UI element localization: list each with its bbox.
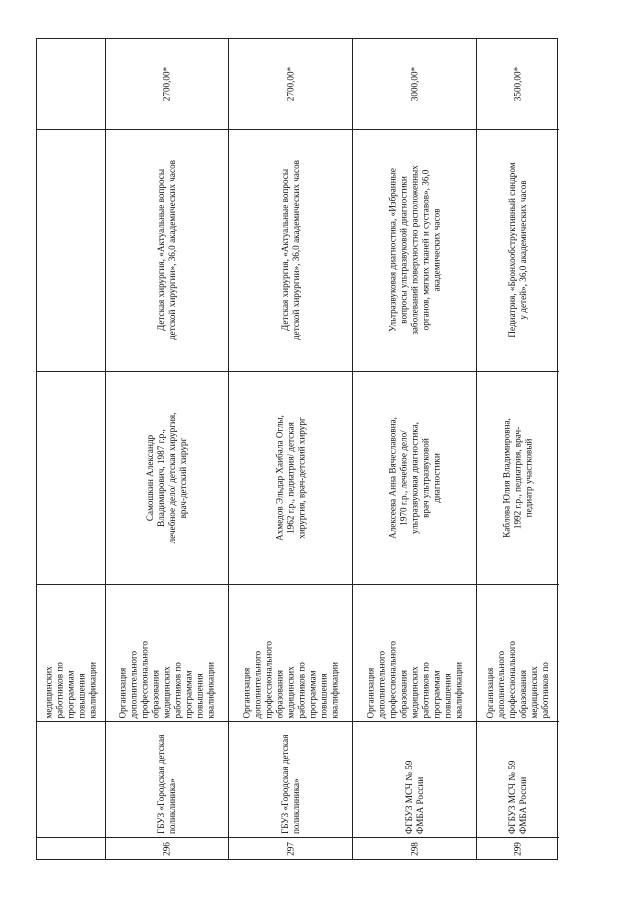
fragment-form-text-line: повышения (76, 672, 87, 718)
price-cell-line: 2700,00* (161, 66, 172, 102)
form-cell-line: повышения (194, 672, 205, 718)
price-cell (477, 39, 559, 129)
row-number-cell (477, 837, 559, 861)
table-row (353, 39, 477, 859)
org-cell-line: ФГБУЗ МСЧ № 59 (507, 760, 517, 834)
table-row (229, 39, 353, 859)
org-cell (106, 721, 228, 837)
price-cell-line: 3500,00* (512, 66, 523, 102)
form-cell-line: профессионального (139, 640, 150, 718)
price-cell-line: 2700,00* (285, 66, 295, 102)
cell-divider (37, 371, 105, 372)
document-table (36, 38, 558, 860)
row-number-cell (106, 837, 228, 861)
form-cell-line: профессионального (263, 640, 273, 718)
person-cell-line: педиатр участковый (523, 438, 534, 517)
person-cell-line: хирургия, врач-детский хирург (296, 416, 306, 539)
form-cell-line: программам (307, 669, 317, 718)
form-cell-line: программам (431, 669, 441, 718)
form-cell-line: образования (398, 669, 408, 718)
row-number-cell-line: 296 (161, 842, 172, 856)
fragment-form-text-line: квалификации (87, 661, 98, 718)
form-cell-line: профессионального (387, 640, 397, 718)
org-cell-line: ГБУЗ «Городская детская (279, 734, 290, 834)
form-cell-line: дополнительного (496, 650, 506, 718)
person-cell-line: Самошкин Александр (145, 434, 155, 521)
program-cell (106, 129, 228, 371)
form-cell-line: работников по (420, 661, 430, 718)
person-cell-line: ультразвуковая диагностика, (409, 421, 419, 534)
program-cell-line: Детская хирургия, «Актуальные вопросы (279, 168, 290, 332)
program-cell-line: детской хирургии», 36,0 академических часов (167, 159, 177, 341)
row-number-cell (353, 837, 476, 861)
form-cell-line: медицинских (161, 665, 172, 718)
row-number-cell (229, 837, 352, 861)
org-cell (229, 721, 352, 837)
form-cell-line: Организация (365, 667, 375, 718)
person-cell-line: 1970 г.р., лечебное дело/ (398, 429, 408, 526)
person-cell-line: врач ультразвуковой (420, 437, 430, 518)
form-cell-line: дополнительного (376, 650, 386, 718)
form-cell-line: медицинских (409, 665, 419, 718)
form-cell-line: квалификации (329, 661, 339, 718)
form-cell-line: образования (518, 669, 528, 718)
program-cell-line: у детей», 36,0 академических часов (518, 180, 528, 320)
form-cell (106, 584, 228, 721)
org-cell (353, 721, 476, 837)
person-cell (229, 371, 352, 584)
row-number-cell-line: 298 (409, 842, 419, 856)
table-row (106, 39, 229, 859)
org-cell-line: поликлиника» (290, 778, 301, 834)
row-number-cell-line: 297 (285, 842, 295, 856)
form-cell-line: работников по (296, 661, 306, 718)
program-cell-line: детской хирургии», 36,0 академических часов (290, 159, 301, 341)
form-cell-line: медицинских (285, 665, 295, 718)
form-cell-line: медицинских (529, 665, 539, 718)
org-cell-line: ФМБА России (518, 776, 528, 834)
price-cell (353, 39, 476, 129)
person-cell-line: лечебное дело/ детская хирургия, (167, 412, 177, 543)
org-cell-line: ФГБУЗ МСЧ № 59 (403, 760, 414, 834)
cell-divider (37, 129, 105, 130)
person-cell-line: Каблова Юлия Владимировна, (501, 417, 512, 538)
cell-divider (37, 721, 105, 722)
program-cell-line: органов, мягких тканей и суставов», 36,0 (420, 169, 430, 331)
form-cell-line: Организация (485, 667, 495, 718)
form-cell-line: дополнительного (252, 650, 262, 718)
form-cell (353, 584, 476, 721)
table-row (477, 39, 559, 859)
form-cell-line: квалификации (205, 661, 216, 718)
cell-divider (37, 837, 105, 838)
org-cell (477, 721, 559, 837)
price-cell (229, 39, 352, 129)
person-cell-line: 1962 г.р., педиатрия/ детская (285, 421, 295, 534)
org-cell-line: поликлиника» (167, 778, 177, 834)
form-cell-line: дополнительного (128, 650, 139, 718)
person-cell-line: Ахмедов Эльдар Хаибала Оглы, (274, 414, 284, 541)
form-cell-line: Организация (241, 667, 251, 718)
fragment-form-text (37, 584, 105, 721)
form-cell-line: квалификации (453, 661, 463, 718)
table-row-fragment (37, 39, 106, 859)
form-cell (477, 584, 559, 721)
fragment-form-text-line: медицинских (43, 665, 54, 718)
person-cell (106, 371, 228, 584)
form-cell-line: программам (183, 669, 194, 718)
program-cell-line: Ультразвуковая диагностика, «Избранные (387, 168, 397, 332)
price-cell-line: 3000,00* (409, 66, 419, 102)
program-cell-line: Педиатрия, «Бронхообструктивный синдром (507, 162, 517, 338)
person-cell (477, 371, 559, 584)
person-cell-line: диагностики (431, 452, 441, 503)
form-cell-line: работников по (540, 661, 550, 718)
program-cell-line: заболеваний поверхностно расположенных (409, 165, 419, 335)
org-cell-line: ГБУЗ «Городская детская (156, 734, 166, 834)
person-cell (353, 371, 476, 584)
program-cell (229, 129, 352, 371)
person-cell-line: врач-детский хирург (178, 437, 188, 518)
form-cell-line: работников по (172, 661, 183, 718)
org-cell-line: ФМБА России (414, 776, 425, 834)
fragment-form-text-line: программам (65, 669, 76, 718)
program-cell (477, 129, 559, 371)
fragment-form-text-line: работников по (54, 661, 65, 718)
person-cell-line: Владимирович, 1987 г.р., (156, 428, 166, 527)
form-cell-line: образования (150, 669, 161, 718)
price-cell (106, 39, 228, 129)
form-cell-line: образования (274, 669, 284, 718)
form-cell-line: Организация (117, 667, 128, 718)
program-cell-line: вопросы ультразвуковой диагностики (398, 176, 408, 324)
form-cell-line: повышения (442, 672, 452, 718)
form-cell-line: профессионального (507, 640, 517, 718)
row-number-cell-line: 299 (512, 842, 523, 856)
program-cell-line: Детская хирургия, «Актуальные вопросы (156, 168, 166, 332)
person-cell-line: Алексеева Анна Вячеславовна, (387, 416, 397, 539)
program-cell (353, 129, 476, 371)
form-cell (229, 584, 352, 721)
form-cell-line: повышения (318, 672, 328, 718)
person-cell-line: 1992 г.р., педиатрия, врач- (512, 426, 523, 529)
program-cell-line: академических часов (431, 208, 441, 292)
